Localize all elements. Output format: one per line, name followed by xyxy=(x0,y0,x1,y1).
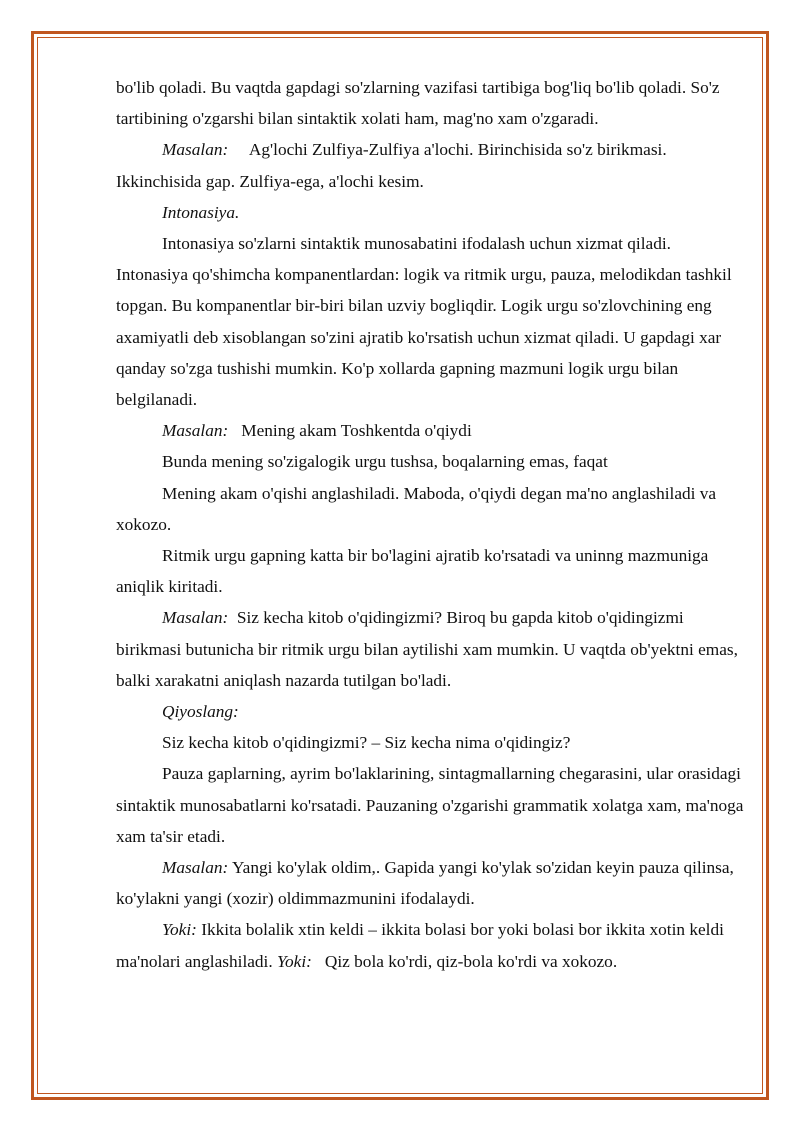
section-heading-qiyoslang: Qiyoslang: xyxy=(162,702,239,722)
example-text: Ikkita bolalik xtin keldi – ikkita bolasi bor yoki bolasi bor ikkita xotin keldi ma'nolari anglashiladi. xyxy=(116,920,724,971)
example-label: Masalan: xyxy=(162,140,229,160)
paragraph-4: Intonasiya so'zlarni sintaktik munosabatini ifodalash uchun xizmat qiladi. Intonasiya qo'shimcha kompanentlardan: logik va ritmik urgu, pauza, melodikdan tashkil topgan. Bu kompanentlar bir-biri bilan uzviy bogliqdir. Logik urgu so'zlovchining eng axamiyatli deb xisoblangan so'zini ajratib ko'rsatish uchun xizmat qiladi. U gapdagi xar qanday so'zga tushishi mumkin. Ko'p xollarda gapning mazmuni logik urgu bilan belgilanadi. xyxy=(116,234,732,410)
example-label: Yoki: xyxy=(162,920,197,940)
example-text: Ag'lochi Zulfiya-Zulfiya a'lochi. Birinchisida so'z birikmasi. Ikkinchisida gap. Zulfiya-ega, a'lochi kesim. xyxy=(116,140,667,191)
example-text-2: Qiz bola ko'rdi, qiz-bola ko'rdi va xokozo. xyxy=(324,951,618,971)
paragraph-2 xyxy=(116,134,746,196)
paragraph-14 xyxy=(116,914,746,976)
paragraph-9 xyxy=(116,602,746,696)
paragraph-13 xyxy=(116,852,746,914)
paragraph-7: Mening akam o'qishi anglashiladi. Maboda, o'qiydi degan ma'no anglashiladi va xokozo. xyxy=(116,483,717,534)
paragraph-1: bo'lib qoladi. Bu vaqtda gapdagi so'zlarning vazifasi tartibiga bog'liq bo'lib qoladi. So'z tartibining o'zgarshi bilan sintaktik xolati ham, mag'no xam o'zgaradi. xyxy=(116,78,720,129)
example-text: Mening akam Toshkentda o'qiydi xyxy=(241,421,472,441)
document-body xyxy=(116,72,746,977)
example-label-2: Yoki: xyxy=(277,951,312,971)
example-label: Masalan: xyxy=(162,608,229,628)
example-label: Masalan: xyxy=(162,858,229,878)
example-text: Yangi ko'ylak oldim,. Gapida yangi ko'ylak so'zidan keyin pauza qilinsa, ko'ylakni yangi (xozir) oldimmazmunini ifodalaydi. xyxy=(116,858,734,909)
paragraph-5 xyxy=(116,415,746,446)
example-text: Siz kecha kitob o'qidingizmi? Biroq bu gapda kitob o'qidingizmi birikmasi butunicha bir ritmik urgu bilan aytilishi xam mumkin. U vaqtda ob'yektni emas, balki xarakatni aniqlash nazarda tutilgan bo'ladi. xyxy=(116,608,738,690)
example-label: Masalan: xyxy=(162,421,229,441)
paragraph-11: Siz kecha kitob o'qidingizmi? – Siz kecha nima o'qidingiz? xyxy=(162,733,571,753)
paragraph-12: Pauza gaplarning, ayrim bo'laklarining, sintagmallarning chegarasini, ular orasidagi sintaktik munosabatlarni ko'rsatadi. Pauzaning o'zgarishi grammatik xolatga xam, ma'noga xam ta'sir etadi. xyxy=(116,764,744,846)
paragraph-6: Bunda mening so'zigalogik urgu tushsa, boqalarning emas, faqat xyxy=(162,452,608,472)
section-heading-intonasiya: Intonasiya. xyxy=(162,202,240,222)
paragraph-8: Ritmik urgu gapning katta bir bo'lagini ajratib ko'rsatadi va uninng mazmuniga aniqlik kiritadi. xyxy=(116,546,709,597)
